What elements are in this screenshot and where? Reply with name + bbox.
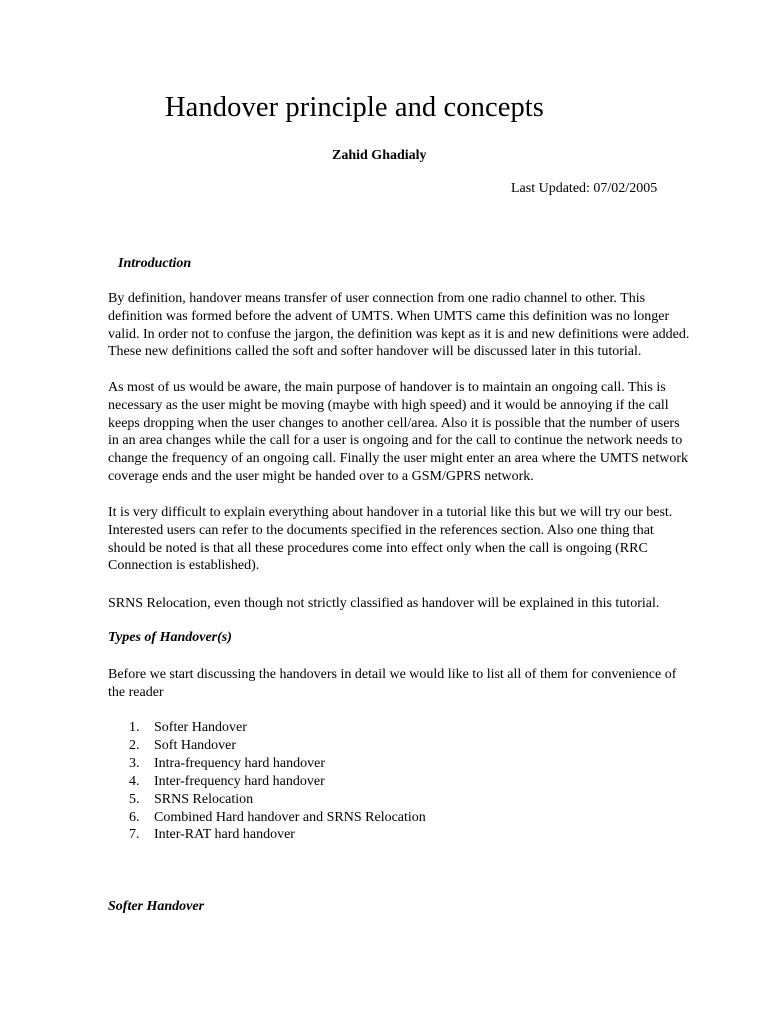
list-item-label: SRNS Relocation: [154, 791, 254, 807]
list-number: 5.: [129, 791, 140, 807]
section-heading-types: Types of Handover(s): [108, 630, 232, 645]
list-number: 4.: [129, 773, 140, 789]
text-line: By definition, handover means transfer of user connection from one radio channel to other. This: [108, 291, 646, 306]
list-item: [108, 791, 426, 809]
author-name: Zahid Ghadialy: [332, 148, 427, 163]
intro-paragraph-2: [108, 379, 688, 486]
list-item-label: Inter-RAT hard handover: [154, 827, 295, 843]
text-line: definition was formed before the advent of UMTS. When UMTS came this definition was no longer: [108, 308, 670, 324]
list-number: 1.: [129, 720, 140, 735]
list-item-label: Soft Handover: [154, 737, 237, 753]
text-line: change the frequency of an ongoing call. Finally the user might enter an area where the UMTS network: [108, 451, 689, 467]
text-line: It is very difficult to explain everything about handover in a tutorial like this but we will try our best.: [108, 505, 673, 520]
list-item: [108, 737, 426, 755]
text-line: As most of us would be aware, the main purpose of handover is to maintain an ongoing call. This is: [108, 380, 666, 395]
text-line: These new definitions called the soft and softer handover will be discussed later in this tutorial.: [108, 344, 642, 360]
document-title: Handover principle and concepts: [165, 92, 544, 123]
text-line: keeps dropping when the user changes to another cell/area. Also it is possible that the number of users: [108, 415, 680, 431]
types-intro-paragraph: [108, 666, 676, 702]
text-line: necessary as the user might be moving (maybe with high speed) and it would be annoying if the call: [108, 397, 669, 413]
intro-paragraph-4: [108, 595, 659, 613]
text-line: should be noted is that all these procedures come into effect only when the call is ongoing (RRC: [108, 540, 648, 556]
list-item: [108, 719, 426, 737]
list-item: [108, 773, 426, 791]
list-item: [108, 826, 426, 844]
section-heading-introduction: Introduction: [118, 256, 192, 271]
list-item-label: Combined Hard handover and SRNS Relocation: [154, 809, 426, 825]
list-number: 6.: [129, 809, 140, 825]
list-item-label: Inter-frequency hard handover: [154, 773, 325, 789]
text-line: Interested users can refer to the documents specified in the references section. Also one thing that: [108, 522, 654, 538]
text-line: valid. In order not to confuse the jargon, the definition was kept as it is and new definitions were added.: [108, 326, 690, 342]
text-line: coverage ends and the user might be handed over to a GSM/GPRS network.: [108, 468, 534, 484]
text-line: the reader: [108, 684, 164, 700]
section-heading-softer-handover: Softer Handover: [108, 899, 205, 914]
text-line: SRNS Relocation, even though not strictly classified as handover will be explained in this tutorial.: [108, 596, 660, 611]
text-line: Before we start discussing the handovers in detail we would like to list all of them for convenience of: [108, 667, 677, 682]
intro-paragraph-1: [108, 290, 689, 361]
last-updated: Last Updated: 07/02/2005: [511, 181, 658, 196]
list-item-label: Softer Handover: [154, 720, 247, 735]
list-item: [108, 755, 426, 773]
list-number: 2.: [129, 737, 140, 753]
list-number: 3.: [129, 755, 140, 771]
list-item: [108, 809, 426, 827]
list-item-label: Intra-frequency hard handover: [154, 755, 326, 771]
text-line: in an area changes while the call for a user is ongoing and for the call to continue the network needs to: [108, 433, 683, 449]
intro-paragraph-3: [108, 504, 672, 575]
text-line: Connection is established).: [108, 558, 260, 574]
list-number: 7.: [129, 827, 140, 843]
handover-types-list: [108, 719, 426, 844]
